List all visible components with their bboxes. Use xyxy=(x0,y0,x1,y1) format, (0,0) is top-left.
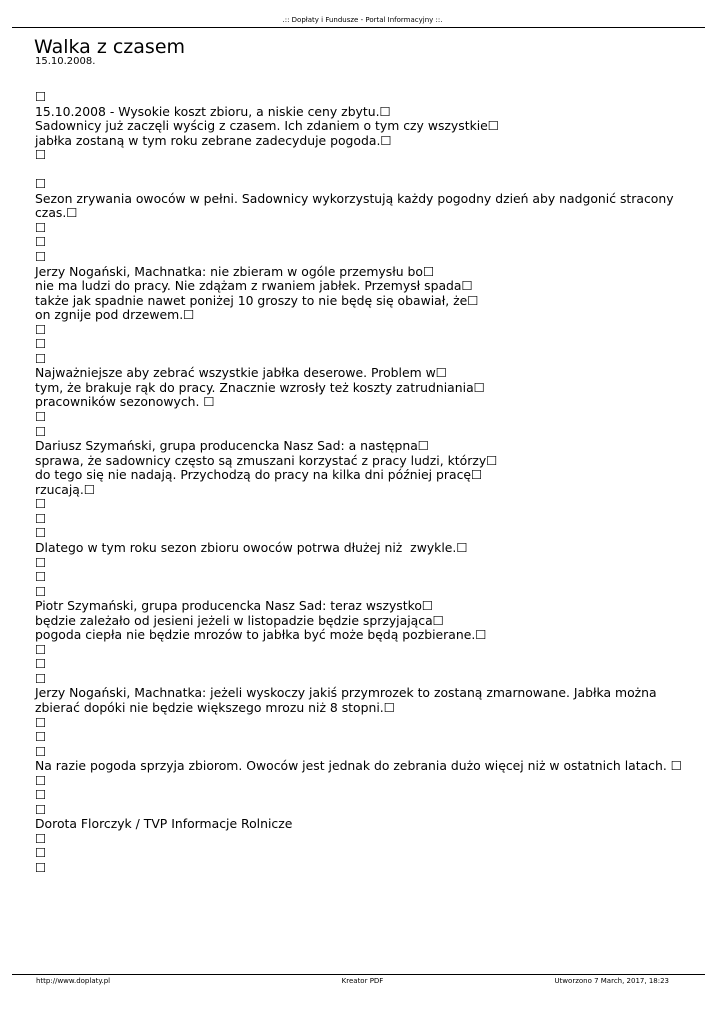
article-line: nie ma ludzi do pracy. Nie zdążam z rwaniem jabłek. Przemysł spada☐ xyxy=(35,278,473,294)
article-line: ☐ xyxy=(35,336,47,352)
article-line: Na razie pogoda sprzyja zbiorom. Owoców jest jednak do zebrania dużo więcej niż w ostatnich latach. ☐ xyxy=(35,758,682,774)
article-line: ☐ xyxy=(35,423,47,439)
article-line: Sezon zrywania owoców w pełni. Sadownicy wykorzystują każdy pogodny dzień aby nadgonić stracony xyxy=(35,190,674,206)
article-line: będzie zależało od jesieni jeżeli w listopadzie będzie sprzyjająca☐ xyxy=(35,612,444,628)
article-line: ☐ xyxy=(35,510,47,526)
article-line: ☐ xyxy=(35,409,47,425)
footer-generator: Kreator PDF xyxy=(341,977,384,985)
article-line: ☐ xyxy=(35,350,47,366)
footer-created-date: Utworzono 7 March, 2017, 18:23 xyxy=(554,977,669,985)
article-line: Dariusz Szymański, grupa producencka Nasz Sad: a następna☐ xyxy=(35,438,429,454)
article-line: ☐ xyxy=(35,496,47,512)
article-line: Jerzy Nogański, Machnatka: jeżeli wyskoczy jakiś przymrozek to zostaną zmarnowane. Jabłka można xyxy=(35,685,657,701)
article-title: Walka z czasem xyxy=(34,36,186,58)
article-line: ☐ xyxy=(35,743,47,759)
article-line: ☐ xyxy=(35,772,47,788)
article-line: ☐ xyxy=(35,787,47,803)
page-header: .:: Dopłaty i Fundusze - Portal Informacyjny ::. xyxy=(282,16,443,24)
article-line: ☐ xyxy=(35,830,47,846)
article-line: Dorota Florczyk / TVP Informacje Rolnicze xyxy=(35,816,293,832)
article-line: ☐ xyxy=(35,321,47,337)
article-body xyxy=(35,90,705,876)
article-line: ☐ xyxy=(35,147,47,163)
article-line: także jak spadnie nawet poniżej 10 groszy to nie będę się obawiał, że☐ xyxy=(35,292,479,308)
article-line: ☐ xyxy=(35,656,47,672)
article-line: ☐ xyxy=(35,569,47,585)
article-line: ☐ xyxy=(35,845,47,861)
article-line: rzucają.☐ xyxy=(35,481,95,497)
article-line: ☐ xyxy=(35,641,47,657)
article-line: Jerzy Nogański, Machnatka: nie zbieram w ogóle przemysłu bo☐ xyxy=(35,263,435,279)
footer-url-link[interactable]: http://www.doplaty.pl xyxy=(36,977,111,985)
article-line: Najważniejsze aby zebrać wszystkie jabłka deserowe. Problem w☐ xyxy=(35,365,447,381)
article-line: ☐ xyxy=(35,219,47,235)
article-line: ☐ xyxy=(35,729,47,745)
article-line: pracowników sezonowych. ☐ xyxy=(35,394,215,410)
header-divider xyxy=(12,27,705,28)
footer-divider xyxy=(12,974,705,975)
article-line: Piotr Szymański, grupa producencka Nasz Sad: teraz wszystko☐ xyxy=(35,598,434,614)
article-line: Dlatego w tym roku sezon zbioru owoców potrwa dłużej niż zwykle.☐ xyxy=(35,539,468,555)
article-line: Sadownicy już zaczęli wyścig z czasem. Ich zdaniem o tym czy wszystkie☐ xyxy=(35,118,499,134)
article-line: ☐ xyxy=(35,234,47,250)
article-line: tym, że brakuje rąk do pracy. Znacznie wzrosły też koszty zatrudniania☐ xyxy=(35,379,485,395)
article-line: do tego się nie nadają. Przychodzą do pracy na kilka dni później pracę☐ xyxy=(35,467,483,483)
article-line: ☐ xyxy=(35,554,47,570)
article-line: ☐ xyxy=(35,176,47,192)
article-line: ☐ xyxy=(35,525,47,541)
article-line: pogoda ciepła nie będzie mrozów to jabłka być może będą pozbierane.☐ xyxy=(35,627,487,643)
article-line: sprawa, że sadownicy często są zmuszani korzystać z pracy ludzi, którzy☐ xyxy=(35,452,498,468)
article-line: ☐ xyxy=(35,249,47,265)
article-line: ☐ xyxy=(35,859,47,875)
article-line: zbierać dopóki nie będzie większego mrozu niż 8 stopni.☐ xyxy=(35,699,395,715)
article-line xyxy=(35,163,705,178)
article-line: ☐ xyxy=(35,583,47,599)
article-line: on zgnije pod drzewem.☐ xyxy=(35,307,195,323)
article-line: ☐ xyxy=(35,89,47,104)
article-line: 15.10.2008 - Wysokie koszt zbioru, a niskie ceny zbytu.☐ xyxy=(35,103,391,119)
article-line: ☐ xyxy=(35,670,47,686)
article-line: ☐ xyxy=(35,801,47,817)
article-line: jabłka zostaną w tym roku zebrane zadecyduje pogoda.☐ xyxy=(35,132,392,148)
article-line: ☐ xyxy=(35,714,47,730)
article-date: 15.10.2008. xyxy=(35,56,96,67)
article-line: czas.☐ xyxy=(35,205,78,221)
